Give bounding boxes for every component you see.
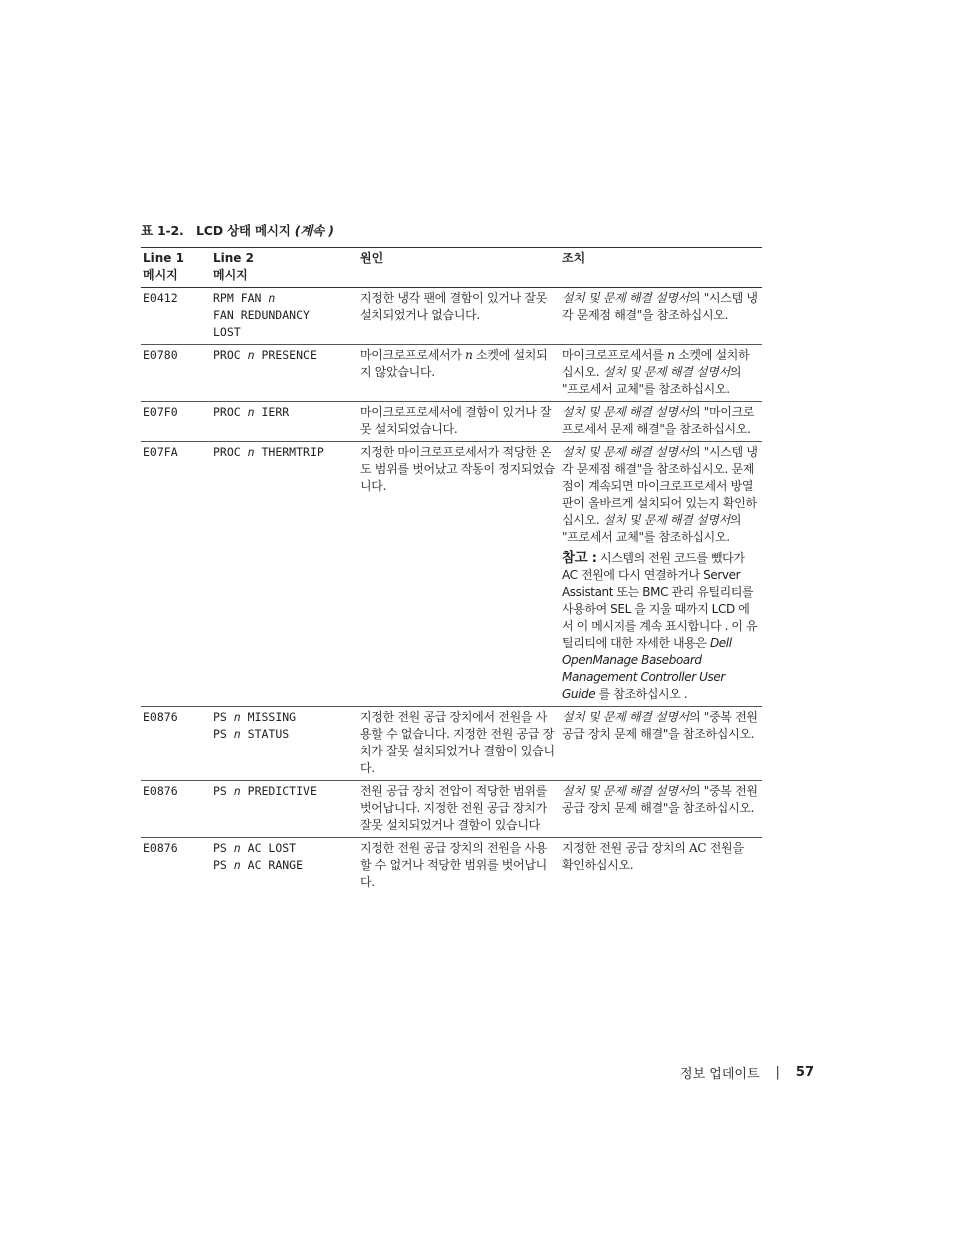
line1-code: E0412	[141, 288, 211, 345]
header-line1: Line 1 메시지	[141, 248, 211, 288]
line1-code: E0876	[141, 781, 211, 838]
cause-text: 전원 공급 장치 전압이 적당한 범위를 벗어납니다. 지정한 전원 공급 장치가 잘못 설치되었거나 결함이 있습니다	[358, 781, 560, 838]
table-row	[141, 345, 762, 402]
lcd-status-table	[141, 247, 762, 894]
cause-text: 마이크로프로세서가 n 소켓에 설치되지 않았습니다.	[358, 345, 560, 402]
doc-reference: 설치 및 문제 해결 설명서	[562, 784, 689, 798]
caption-title: LCD 상태 메시지	[196, 223, 291, 238]
cause-text: 지정한 냉각 팬에 결함이 있거나 잘못 설치되었거나 없습니다.	[358, 288, 560, 345]
line1-code: E0876	[141, 707, 211, 781]
table-row	[141, 402, 762, 442]
line1-code: E07F0	[141, 402, 211, 442]
note-label: 참고 :	[562, 550, 597, 566]
footer-section-title: 정보 업데이트	[680, 1067, 760, 1082]
line2-message: RPM FAN n FAN REDUNDANCY LOST	[211, 288, 358, 345]
cause-text: 지정한 전원 공급 장치에서 전원을 사용할 수 없습니다. 지정한 전원 공급 장치가 잘못 설치되었거나 결함이 있습니다.	[358, 707, 560, 781]
line2-message: PS n PREDICTIVE	[211, 781, 358, 838]
line2-message: PROC n IERR	[211, 402, 358, 442]
doc-reference: 설치 및 문제 해결 설명서	[602, 365, 730, 379]
guide-reference: Dell OpenManage Baseboard Management Controller User Guide	[562, 636, 732, 701]
table-header-row	[141, 248, 762, 288]
line1-code: E07FA	[141, 442, 211, 707]
table-row	[141, 442, 762, 707]
line2-message: PROC n PRESENCE	[211, 345, 358, 402]
note: 참고 : 시스템의 전원 코드를 뺐다가 AC 전원에 다시 연결하거나 Server Assistant 또는 BMC 관리 유틸리티를 사용하여 SEL 을 지울 때까지 LCD 에서 이 메시지를 계속 표시합니다 . 이 유틸리티에 대한 자세한 내용은 Dell OpenManage Baseboard Management Controller User Guide 를 참조하십시오 .	[562, 550, 758, 701]
page-number: 57	[795, 1065, 814, 1080]
action-text: 설치 및 문제 해결 설명서의 "시스템 냉각 문제점 해결"을 참조하십시오.	[560, 288, 762, 345]
cause-text: 마이크로프로세서에 결함이 있거나 잘못 설치되었습니다.	[358, 402, 560, 442]
action-text: 마이크로프로세서를 n 소켓에 설치하십시오. 설치 및 문제 해결 설명서의 "프로세서 교체"를 참조하십시오.	[560, 345, 762, 402]
line1-code: E0780	[141, 345, 211, 402]
footer-separator: |	[775, 1065, 780, 1080]
table-row	[141, 288, 762, 345]
line2-message: PS n MISSING PS n STATUS	[211, 707, 358, 781]
line2-message: PS n AC LOST PS n AC RANGE	[213, 841, 304, 872]
doc-reference: 설치 및 문제 해결 설명서	[562, 445, 689, 459]
action-text: 지정한 전원 공급 장치의 AC 전원을 확인하십시오.	[562, 841, 744, 872]
action-text: 설치 및 문제 해결 설명서의 "시스템 냉각 문제점 해결"을 참조하십시오. 문제점이 계속되면 마이크로프로세서 방열판이 올바르게 설치되어 있는지 확인하십시오. 설치 및 문제 해결 설명서의 "프로세서 교체"를 참조하십시오. 참고 : 시스템의 전원 코드를 뺐다가 AC 전원에 다시 연결하거나 Server Assistant 또는 BMC 관리 유틸리티를 사용하여 SEL 을 지울 때까지 LCD 에서 이 메시지를 계속 표시합니다 . 이 유틸리티에 대한 자세한 내용은 Dell OpenManage Baseboard Management Controller User Guide 를 참조하십시오 .	[560, 442, 762, 707]
header-line2: Line 2 메시지	[211, 248, 358, 288]
header-cause: 원인	[358, 248, 560, 288]
line1-code: E0876	[143, 841, 178, 855]
table-row	[141, 838, 762, 895]
action-text: 설치 및 문제 해결 설명서의 "마이크로프로세서 문제 해결"을 참조하십시오.	[560, 402, 762, 442]
doc-reference: 설치 및 문제 해결 설명서	[562, 291, 689, 305]
cause-text: 지정한 전원 공급 장치의 전원을 사용할 수 없거나 적당한 범위를 벗어납니다.	[360, 841, 547, 889]
table-row	[141, 781, 762, 838]
action-text: 설치 및 문제 해결 설명서의 "중복 전원 공급 장치 문제 해결"을 참조하십시오.	[560, 781, 762, 838]
page-footer	[680, 1063, 814, 1082]
doc-reference: 설치 및 문제 해결 설명서	[562, 405, 689, 419]
table-caption	[141, 221, 334, 239]
caption-label: 표 1-2.	[141, 223, 184, 238]
doc-reference: 설치 및 문제 해결 설명서	[562, 710, 689, 724]
caption-continued: (계속 )	[290, 223, 334, 238]
action-text: 설치 및 문제 해결 설명서의 "중복 전원 공급 장치 문제 해결"을 참조하십시오.	[560, 707, 762, 781]
line2-message: PROC n THERMTRIP	[211, 442, 358, 707]
table-row	[141, 707, 762, 781]
doc-reference: 설치 및 문제 해결 설명서	[602, 513, 730, 527]
header-action: 조치	[560, 248, 762, 288]
cause-text: 지정한 마이크로프로세서가 적당한 온도 범위를 벗어났고 작동이 정지되었습니다.	[358, 442, 560, 707]
